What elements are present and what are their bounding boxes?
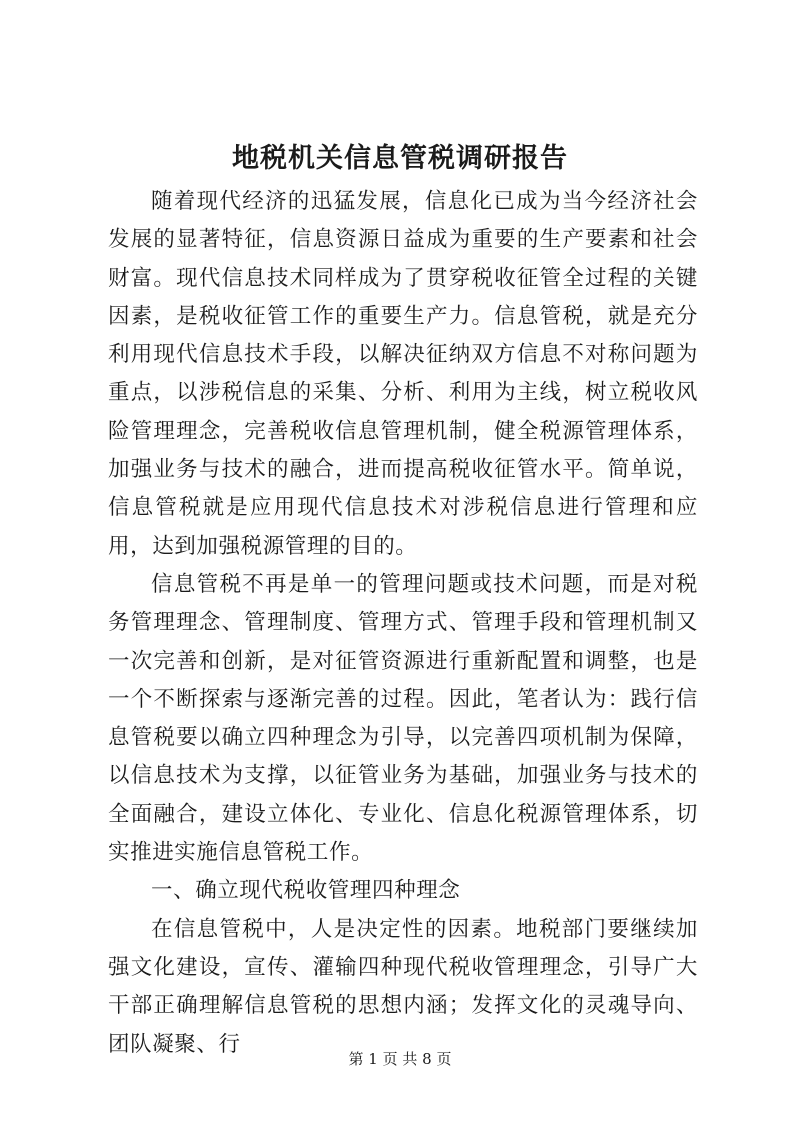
section-heading: 一、确立现代税收管理四种理念 [151,878,461,904]
document-body [108,183,698,1064]
page-footer: 第 1 页 共 8 页 [348,1050,452,1068]
paragraph-section-1: 在信息管税中，人是决定性的因素。地税部门要继续加强文化建设，宣传、灌输四种现代税收管理理念，引导广大干部正确理解信息管税的思想内涵；发挥文化的灵魂导向、团队凝聚、行 [108,916,698,1057]
paragraph-overview: 信息管税不再是单一的管理问题或技术问题，而是对税务管理理念、管理制度、管理方式、管理手段和管理机制又一次完善和创新，是对征管资源进行重新配置和调整，也是一个不断探索与逐渐完善的过程。因此，笔者认为：践行信息管税要以确立四种理念为引导，以完善四项机制为保障，以信息技术为支撑，以征管业务为基础，加强业务与技术的全面融合，建设立体化、专业化、信息化税源管理体系，切实推进实施信息管税工作。 [108,571,698,866]
document-title: 地税机关信息管税调研报告 [232,143,568,174]
paragraph-intro: 随着现代经济的迅猛发展，信息化已成为当今经济社会发展的显著特征，信息资源日益成为重要的生产要素和社会财富。现代信息技术同样成为了贯穿税收征管全过程的关键因素，是税收征管工作的重要生产力。信息管税，就是充分利用现代信息技术手段，以解决征纳双方信息不对称问题为重点，以涉税信息的采集、分析、利用为主线，树立税收风险管理理念，完善税收信息管理机制，健全税源管理体系，加强业务与技术的融合，进而提高税收征管水平。简单说，信息管税就是应用现代信息技术对涉税信息进行管理和应用，达到加强税源管理的目的。 [108,189,698,559]
